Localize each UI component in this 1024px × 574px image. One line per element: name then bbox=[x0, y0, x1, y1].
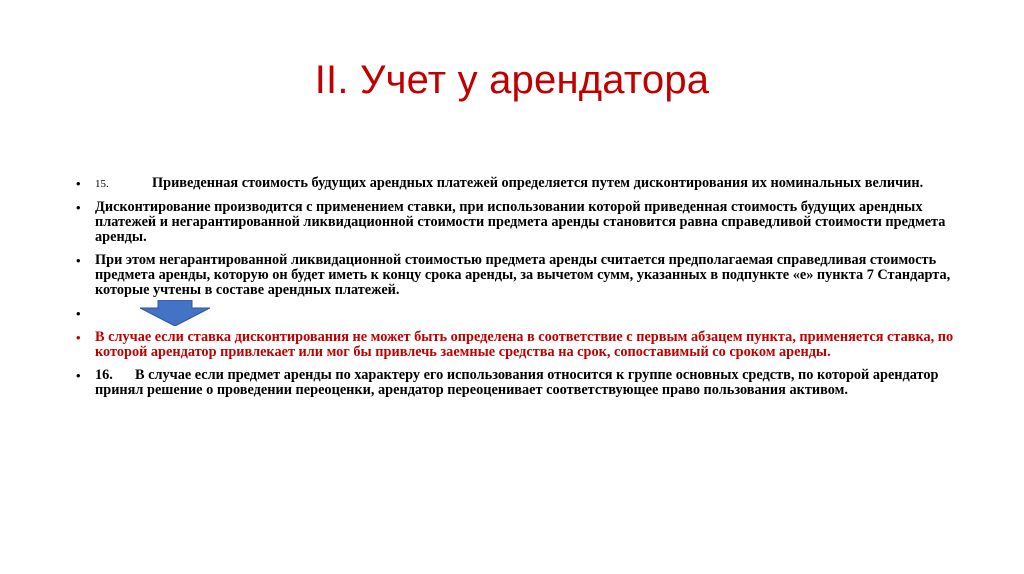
item-number: 15. bbox=[95, 178, 109, 190]
bullet-marker: • bbox=[76, 368, 81, 383]
list-item-15 bbox=[76, 176, 956, 192]
bullet-marker: • bbox=[76, 306, 81, 321]
down-arrow-icon bbox=[140, 300, 210, 326]
bullet-marker: • bbox=[76, 200, 81, 215]
item-text: При этом негарантированной ликвидационной стоимостью предмета аренды считается предполагаемая справедливая стоимость предмета аренды, которую он будет иметь к концу срока аренды, за вычетом сумм, указанных в подпункте «е» пункта 7 Стандарта, которые учтены в составе арендных платежей. bbox=[95, 252, 951, 298]
list-item-rate-highlight bbox=[76, 330, 956, 360]
slide-title: II. Учет у арендатора bbox=[314, 58, 710, 102]
list-item-discounting bbox=[76, 200, 956, 245]
list-item-arrow bbox=[76, 306, 956, 326]
bullet-marker: • bbox=[76, 253, 81, 268]
list-item-residual-value bbox=[76, 253, 956, 298]
item-text: В случае если ставка дисконтирования не может быть определена в соответствие с первым абзацем пункта, применяется ставка, по которой арендатор привлекает или мог бы привлечь заемные средства на срок, сопоставимый со сроком аренды. bbox=[95, 329, 954, 360]
bullet-marker: • bbox=[76, 176, 81, 191]
bullet-list bbox=[76, 176, 956, 406]
item-text: Приведенная стоимость будущих арендных платежей определяется путем дисконтирования их номинальных величин. bbox=[152, 175, 924, 191]
list-item-16 bbox=[76, 368, 956, 398]
item-text: Дисконтирование производится с применением ставки, при использовании которой приведенная стоимость будущих арендных платежей и негарантированной ликвидационной стоимости предмета аренды становится равна справедливой стоимости предмета аренды. bbox=[95, 199, 946, 245]
item-number: 16. bbox=[95, 367, 113, 383]
item-text: В случае если предмет аренды по характеру его использования относится к группе основных средств, по которой арендатор принял решение о проведении переоценки, арендатор переоценивает соответствующее право пользования активом. bbox=[95, 367, 939, 398]
bullet-marker: • bbox=[76, 330, 81, 345]
